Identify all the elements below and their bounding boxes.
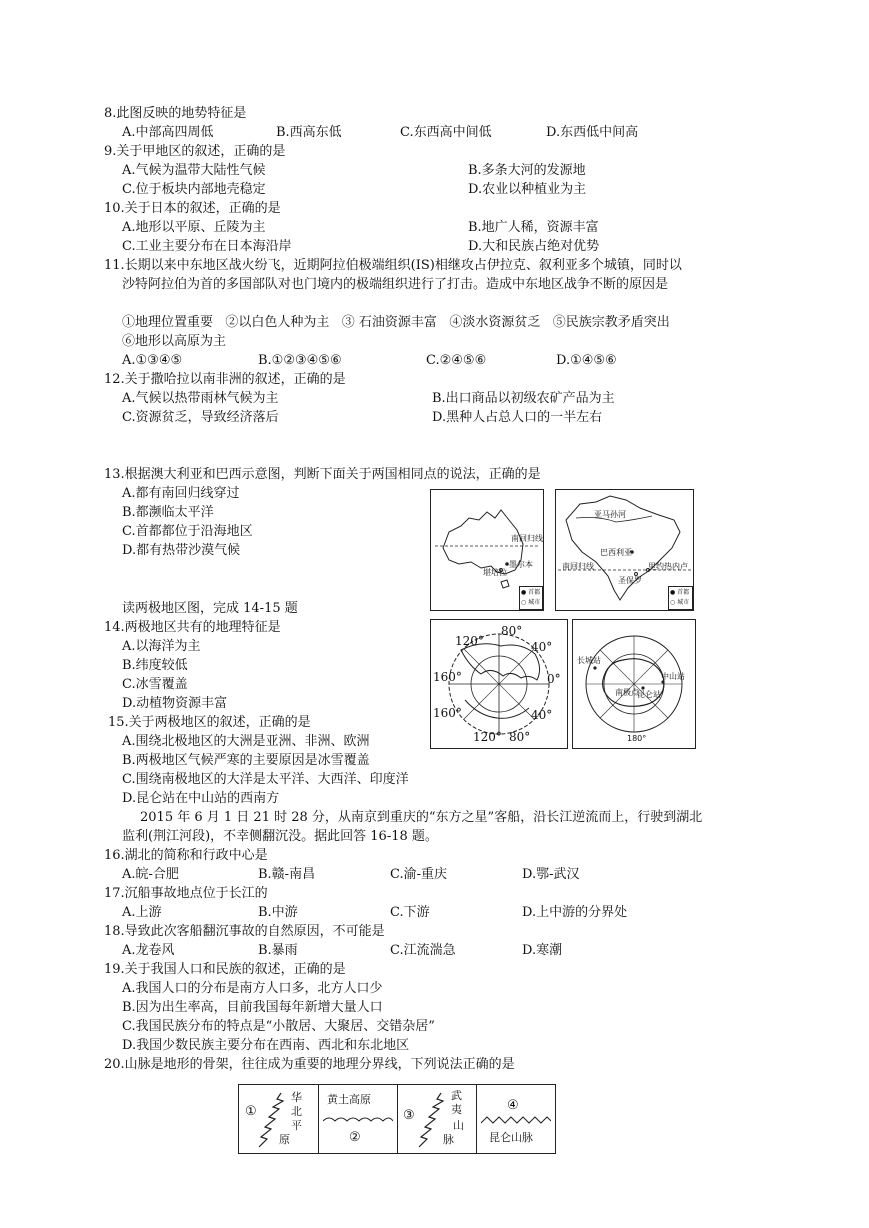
south-pole-label: 南极点 bbox=[615, 688, 639, 697]
q12-option-a: A.气候以热带雨林气候为主 bbox=[122, 391, 279, 406]
q16-option-a: A.皖-合肥 bbox=[122, 867, 179, 882]
arctic-label-40-top: 40° bbox=[531, 640, 553, 654]
station-zhongshan: 中山站 bbox=[661, 672, 685, 681]
strip-number-2: ② bbox=[349, 1130, 361, 1145]
q17-stem: 17.沉船事故地点位于长江的 bbox=[104, 886, 268, 901]
arctic-label-120-bottom: 120° bbox=[473, 730, 502, 744]
strip-divider-3 bbox=[476, 1085, 477, 1153]
q12-option-c: C.资源贫乏，导致经济落后 bbox=[122, 410, 279, 425]
q15-stem: 15.关于两极地区的叙述，正确的是 bbox=[108, 715, 311, 730]
q11-option-a: A.①③④⑤ bbox=[122, 353, 183, 368]
arctic-label-40-bottom: 40° bbox=[531, 708, 553, 722]
wave-line-icon bbox=[323, 1115, 393, 1125]
aus-city-label: 墨尔本 bbox=[509, 560, 533, 569]
brazil-capital-label: 巴西利亚 bbox=[600, 548, 632, 557]
station-changcheng: 长城站 bbox=[577, 656, 601, 665]
brazil-tropic-label: 南回归线 bbox=[562, 562, 594, 571]
arctic-label-160-lower: 160° bbox=[433, 706, 462, 720]
q13-option-a: A.都有南回归线穿过 bbox=[122, 486, 240, 501]
q19-stem: 19.关于我国人口和民族的叙述，正确的是 bbox=[104, 962, 346, 977]
strip-number-1: ① bbox=[245, 1104, 257, 1119]
q17-option-a: A.上游 bbox=[122, 905, 162, 920]
mountain-boundary-figure bbox=[238, 1084, 556, 1154]
q8-option-c: C.东西高中间低 bbox=[400, 125, 492, 140]
q13-stem: 13.根据澳大利亚和巴西示意图，判断下面关于两国相同点的说法，正确的是 bbox=[104, 467, 541, 482]
q18-option-b: B.暴雨 bbox=[258, 943, 298, 958]
q19-option-b: B.因为出生率高，目前我国每年新增大量人口 bbox=[122, 1000, 383, 1015]
q11-choices-line2: ⑥地形以高原为主 bbox=[122, 334, 227, 349]
mountain-range-line-icon bbox=[481, 1115, 551, 1125]
intro-16-18-line1: 2015 年 6 月 1 日 21 时 28 分，从南京到重庆的“东方之星”客船，沿长江逆流而上，行驶到湖北 bbox=[140, 810, 703, 825]
q19-option-d: D.我国少数民族主要分布在西南、西北和东北地区 bbox=[122, 1038, 410, 1053]
strip-text-3c: 山 bbox=[453, 1119, 464, 1132]
q16-stem: 16.湖北的简称和行政中心是 bbox=[104, 848, 268, 863]
q17-option-b: B.中游 bbox=[258, 905, 298, 920]
q14-option-c: C.冰雪覆盖 bbox=[122, 677, 188, 692]
q10-option-c: C.工业主要分布在日本海沿岸 bbox=[122, 239, 292, 254]
brazil-legend-capital: ● 首都 bbox=[670, 589, 690, 596]
arctic-label-160-upper: 160° bbox=[433, 670, 462, 684]
q19-option-a: A.我国人口的分布是南方人口多，北方人口少 bbox=[122, 981, 383, 996]
q14-stem: 14.两极地区共有的地理特征是 bbox=[104, 620, 281, 635]
strip-divider-2 bbox=[397, 1085, 398, 1153]
q14-option-a: A.以海洋为主 bbox=[122, 639, 201, 654]
q12-stem: 12.关于撒哈拉以南非洲的叙述，正确的是 bbox=[104, 372, 346, 387]
q10-stem: 10.关于日本的叙述，正确的是 bbox=[104, 201, 281, 216]
antarctic-polar-icon bbox=[573, 620, 695, 748]
q16-option-d: D.鄂-武汉 bbox=[522, 867, 580, 882]
q8-option-b: B.西高东低 bbox=[276, 125, 342, 140]
q11-option-b: B.①②③④⑤⑥ bbox=[258, 353, 342, 368]
brazil-saopaulo-label: 圣保罗 bbox=[618, 576, 642, 585]
strip-text-3a: 武 bbox=[451, 1089, 462, 1102]
q12-option-b: B.出口商品以初级农矿产品为主 bbox=[432, 391, 615, 406]
strip-text-1c: 平 bbox=[291, 1119, 302, 1132]
aus-legend-capital: ● 首都 bbox=[521, 589, 541, 596]
aus-legend-city: ○ 城市 bbox=[521, 599, 541, 606]
strip-text-3b: 夷 bbox=[451, 1103, 462, 1116]
meridian-180-label: 180° bbox=[627, 734, 647, 743]
q9-option-a: A.气候为温带大陆性气候 bbox=[122, 163, 266, 178]
q15-option-d: D.昆仑站在中山站的西南方 bbox=[122, 791, 280, 806]
arctic-label-120-top: 120° bbox=[455, 634, 484, 648]
strip-text-1b: 北 bbox=[291, 1105, 302, 1118]
q13-option-d: D.都有热带沙漠气候 bbox=[122, 543, 241, 558]
strip-text-1a: 华 bbox=[291, 1091, 302, 1104]
aus-capital-label: 堪培拉 bbox=[483, 568, 507, 577]
q18-option-a: A.龙卷风 bbox=[122, 943, 175, 958]
q8-option-d: D.东西低中间高 bbox=[546, 125, 639, 140]
strip-text-4: 昆仑山脉 bbox=[489, 1131, 533, 1144]
q18-stem: 18.导致此次客船翻沉事故的自然原因，不可能是 bbox=[104, 924, 385, 939]
q8-stem: 8.此图反映的地势特征是 bbox=[104, 106, 247, 121]
q16-option-c: C.渝-重庆 bbox=[390, 867, 448, 882]
q16-option-b: B.赣-南昌 bbox=[258, 867, 316, 882]
antarctic-map bbox=[572, 619, 696, 749]
strip-divider-1 bbox=[318, 1085, 319, 1153]
q15-option-b: B.两极地区气候严寒的主要原因是冰雪覆盖 bbox=[122, 753, 370, 768]
q11-choices-line1: ①地理位置重要 ②以白色人种为主 ③ 石油资源丰富 ④淡水资源贫乏 ⑤民族宗教矛盾突出 bbox=[122, 315, 670, 330]
strip-text-2: 黄土高原 bbox=[327, 1093, 371, 1106]
q17-option-d: D.上中游的分界处 bbox=[522, 905, 628, 920]
q15-option-a: A.围绕北极地区的大洲是亚洲、非洲、欧洲 bbox=[122, 734, 370, 749]
q9-option-c: C.位于板块内部地壳稳定 bbox=[122, 182, 266, 197]
q13-option-c: C.首都都位于沿海地区 bbox=[122, 524, 253, 539]
q9-option-d: D.农业以种植业为主 bbox=[468, 182, 587, 197]
q20-stem: 20.山脉是地形的骨架，往往成为重要的地理分界线，下列说法正确的是 bbox=[104, 1057, 515, 1072]
q17-option-c: C.下游 bbox=[390, 905, 430, 920]
q15-option-c: C.围绕南极地区的大洋是太平洋、大西洋、印度洋 bbox=[122, 772, 409, 787]
q12-option-d: D.黑种人占总人口的一半左右 bbox=[432, 410, 603, 425]
brazil-legend bbox=[668, 586, 693, 610]
arctic-map bbox=[430, 619, 568, 749]
strip-number-4: ④ bbox=[507, 1098, 519, 1113]
q14-option-b: B.纬度较低 bbox=[122, 658, 188, 673]
aus-tropic-label: 南回归线 bbox=[511, 534, 543, 543]
q10-option-d: D.大和民族占绝对优势 bbox=[468, 239, 600, 254]
australia-map bbox=[430, 489, 544, 611]
brazil-river-label: 亚马孙河 bbox=[594, 510, 626, 519]
brazil-rio-label: 里约热内卢 bbox=[648, 562, 688, 571]
q10-option-a: A.地形以平原、丘陵为主 bbox=[122, 220, 266, 235]
aus-legend bbox=[519, 586, 543, 610]
intro-16-18-line2: 监利(荆江河段)，不幸侧翻沉没。据此回答 16-18 题。 bbox=[122, 829, 438, 844]
q19-option-c: C.我国民族分布的特点是“小散居、大聚居、交错杂居” bbox=[122, 1019, 435, 1034]
intro-14-15: 读两极地区图，完成 14-15 题 bbox=[122, 601, 298, 616]
q11-option-d: D.①④⑤⑥ bbox=[556, 353, 617, 368]
q18-option-c: C.江流湍急 bbox=[390, 943, 456, 958]
q18-option-d: D.寒潮 bbox=[522, 943, 563, 958]
q14-option-d: D.动植物资源丰富 bbox=[122, 696, 228, 711]
arctic-label-80-top: 80° bbox=[501, 624, 523, 638]
strip-text-1d: 原 bbox=[279, 1133, 290, 1146]
arctic-label-80-bottom: 80° bbox=[509, 730, 531, 744]
station-kunlun: 昆仑站 bbox=[637, 690, 661, 699]
q11-stem-line2: 沙特阿拉伯为首的多国部队对也门境内的极端组织进行了打击。造成中东地区战争不断的原因是 bbox=[122, 277, 669, 292]
q10-option-b: B.地广人稀，资源丰富 bbox=[468, 220, 599, 235]
brazil-map bbox=[555, 489, 694, 611]
q11-option-c: C.②④⑤⑥ bbox=[426, 353, 487, 368]
q9-stem: 9.关于甲地区的叙述，正确的是 bbox=[104, 144, 286, 159]
arctic-label-0: 0° bbox=[547, 672, 561, 686]
q9-option-b: B.多条大河的发源地 bbox=[468, 163, 586, 178]
strip-number-3: ③ bbox=[403, 1108, 415, 1123]
q8-option-a: A.中部高四周低 bbox=[122, 125, 214, 140]
q11-stem-line1: 11.长期以来中东地区战火纷飞，近期阿拉伯极端组织(IS)相继攻占伊拉克、叙利亚多个城镇，同时以 bbox=[104, 258, 682, 273]
q13-option-b: B.都濒临太平洋 bbox=[122, 505, 214, 520]
strip-text-3d: 脉 bbox=[443, 1133, 454, 1146]
brazil-legend-city: ○ 城市 bbox=[670, 599, 690, 606]
